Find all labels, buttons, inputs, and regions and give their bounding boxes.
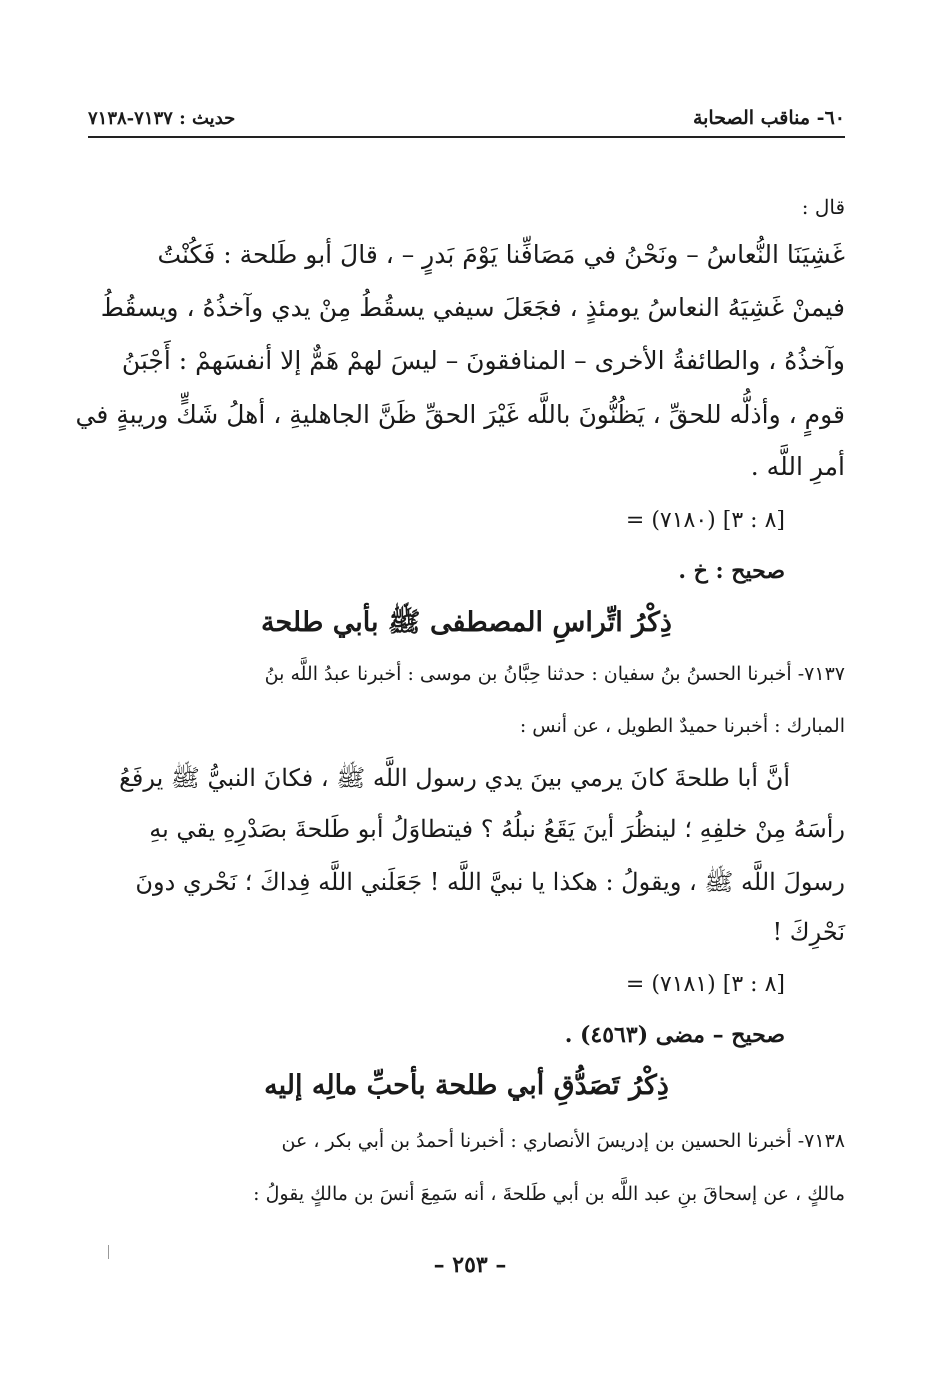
hadith-grade: صحيح : خ . [678, 558, 785, 584]
matn-line: رأسَهُ مِنْ خلفِهِ ؛ لينظُرَ أينَ يَقَعُ نبلُهُ ؟ فيتطاوَلُ أبو طَلحةَ بصَدْرِهِ يقي بهِ [149, 815, 845, 843]
page-number: – ٢٥٣ – [433, 1252, 507, 1278]
matn-line: نَحْرِكَ ! [772, 918, 845, 946]
section-heading: ذِكْرُ تَصَدُّقِ أبي طلحة بأحبِّ مالِه إليه [264, 1070, 669, 1101]
running-header [88, 100, 845, 138]
text-line: فيمنْ غَشِيَهُ النعاسُ يومئذٍ ، فجَعَلَ سيفي يسقُطُ مِنْ يدي وآخذُهُ ، ويسقُطُ [100, 293, 845, 322]
intro-text: قال : [801, 195, 845, 219]
text-line: غَشِيَنَا النُّعاسُ – ونَحْنُ في مَصَافِّنا يَوْمَ بَدرٍ – ، قالَ أبو طَلحة : فَكُنْتُ [157, 240, 845, 269]
chapter-title: ٦٠- مناقب الصحابة [692, 107, 845, 129]
matn-line: رسولَ اللَّه ﷺ ، ويقولُ : هكذا يا نبيَّ اللَّه ! جَعَلَني اللَّه فِداكَ ؛ نَحْري دونَ [135, 868, 845, 896]
hadith-grade: صحيح – مضى (٤٥٦٣) . [564, 1022, 785, 1048]
text-line: وآخذُهُ ، والطائفةُ الأخرى – المنافقونَ – ليسَ لهمْ هَمٌّ إلا أنفسَهمْ : أَجْبَنُ [121, 346, 845, 375]
isnad-line: المبارك : أخبرنا حميدٌ الطويل ، عن أنس : [519, 715, 845, 737]
hadith-range: حديث : ٧١٣٧-٧١٣٨ [88, 107, 236, 129]
section-heading: ذِكْرُ اتِّراسِ المصطفى ﷺ بأبي طلحة [261, 607, 672, 638]
cross-reference: = (٧١٨٠) [٨ : ٣] [625, 508, 785, 533]
cross-reference: = (٧١٨١) [٨ : ٣] [625, 972, 785, 997]
isnad-line: ٧١٣٨- أخبرنا الحسين بن إدريسَ الأنصاري : أخبرنا أحمدُ بن أبي بكر ، عن [281, 1130, 845, 1152]
isnad-line: ٧١٣٧- أخبرنا الحسنُ بنُ سفيان : حدثنا حِبَّانُ بن موسى : أخبرنا عبدُ اللَّه بنُ [264, 663, 845, 685]
text-line: قومٍ ، وأذلُّه للحقِّ ، يَظُنُّونَ باللَّه غَيْرَ الحقِّ ظَنَّ الجاهليةِ ، أهلُ شَكٍّ وريبةٍ في [75, 400, 845, 429]
text-line: أمرِ اللَّه . [750, 452, 845, 481]
isnad-line: مالكٍ ، عن إسحاقَ بنِ عبد اللَّه بن أبي طَلحةَ ، أنه سَمِعَ أنسَ بن مالكٍ يقولُ : [253, 1183, 845, 1205]
matn-line: أنَّ أبا طلحةَ كانَ يرمي بينَ يدي رسول اللَّه ﷺ ، فكانَ النبيُّ ﷺ يرفَعُ [119, 764, 790, 792]
